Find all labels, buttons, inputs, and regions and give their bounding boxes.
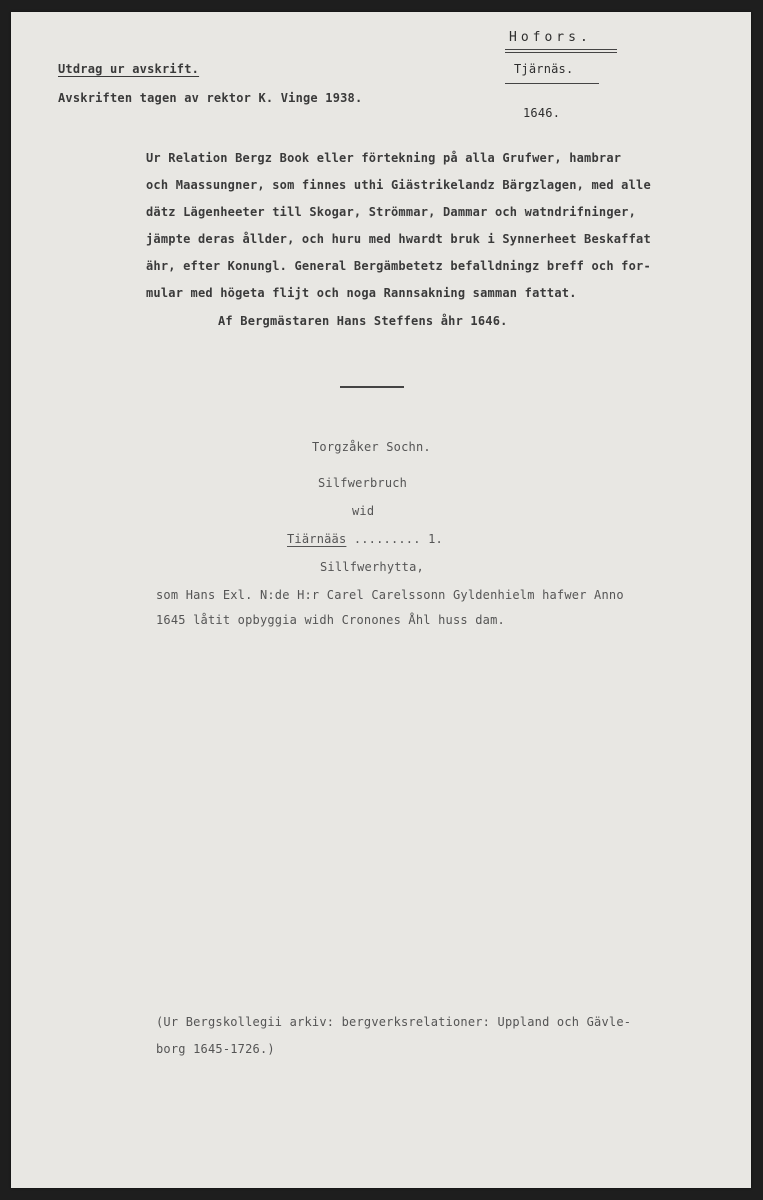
parish-heading: Torgzåker Sochn. bbox=[312, 440, 431, 454]
double-rule-bottom bbox=[505, 52, 617, 53]
section-separator bbox=[340, 386, 404, 388]
subplace-heading: Tjärnäs. bbox=[514, 62, 574, 76]
intro-line: mular med högeta flijt och noga Rannsakning samman fattat. bbox=[146, 286, 577, 300]
place-heading: Hofors. bbox=[509, 30, 592, 45]
source-note: Avskriften tagen av rektor K. Vinge 1938. bbox=[58, 91, 363, 105]
entry-place-line bbox=[287, 532, 443, 546]
entry-line: 1645 låtit opbyggia widh Cronones Åhl huss dam. bbox=[156, 613, 505, 627]
subplace-rule bbox=[505, 83, 599, 84]
entry-line: wid bbox=[352, 504, 375, 518]
intro-line: dätz Lägenheeter till Skogar, Strömmar, Dammar och watndrifninger, bbox=[146, 205, 637, 219]
intro-line: ähr, efter Konungl. General Bergämbetetz befalldningz breff och for- bbox=[146, 259, 651, 273]
entry-line: som Hans Exl. N:de H:r Carel Carelssonn Gyldenhielm hafwer Anno bbox=[156, 588, 624, 602]
document-title: Utdrag ur avskrift. bbox=[58, 62, 200, 76]
entry-line: Silfwerbruch bbox=[318, 476, 408, 490]
double-rule-top bbox=[505, 49, 617, 50]
citation-line: borg 1645-1726.) bbox=[156, 1042, 275, 1056]
place-count: ......... 1. bbox=[346, 532, 443, 546]
entry-line: Sillfwerhytta, bbox=[320, 560, 424, 574]
year-label: 1646. bbox=[523, 106, 561, 120]
citation-line: (Ur Bergskollegii arkiv: bergverksrelationer: Uppland och Gävle- bbox=[156, 1015, 632, 1029]
intro-line: jämpte deras ållder, och huru med hwardt bruk i Synnerheet Beskaffat bbox=[146, 232, 651, 246]
document-page bbox=[11, 12, 751, 1188]
intro-line: Ur Relation Bergz Book eller förtekning på alla Grufwer, hambrar bbox=[146, 151, 622, 165]
intro-line: Af Bergmästaren Hans Steffens åhr 1646. bbox=[218, 314, 508, 328]
intro-line: och Maassungner, som finnes uthi Giästrikelandz Bärgzlagen, med alle bbox=[146, 178, 651, 192]
place-name: Tiärnääs bbox=[287, 532, 347, 546]
